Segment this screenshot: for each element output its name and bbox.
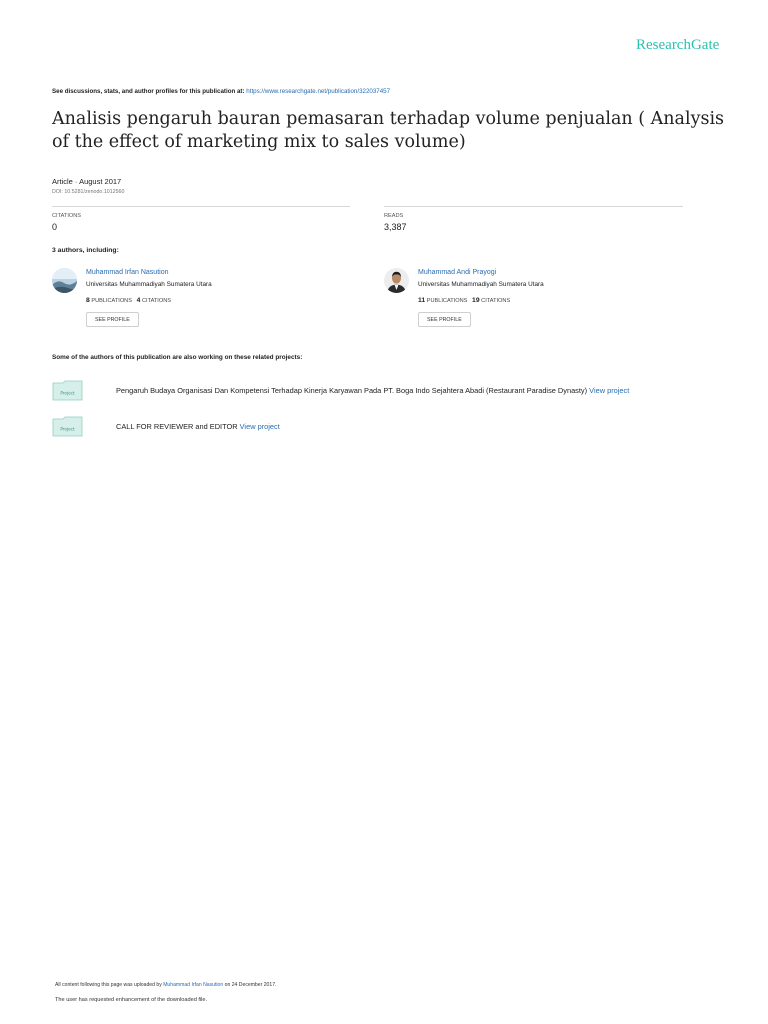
- author-institution: Universitas Muhammadiyah Sumatera Utara: [86, 281, 212, 288]
- related-projects-heading: Some of the authors of this publication are also working on these related projects:: [52, 354, 303, 361]
- avatar-landscape-icon[interactable]: [52, 268, 77, 293]
- see-profile-button[interactable]: SEE PROFILE: [418, 312, 471, 327]
- uploaded-prefix: All content following this page was uploaded by: [55, 982, 162, 988]
- citations-label: CITATIONS: [52, 213, 82, 219]
- see-discussions-line: [52, 88, 390, 95]
- author-name-link[interactable]: Muhammad Irfan Nasution: [86, 269, 169, 276]
- reads-label: READS: [384, 213, 404, 219]
- author-card: [52, 268, 352, 338]
- citations-label: CITATIONS: [141, 298, 171, 304]
- authors-heading: 3 authors, including:: [52, 247, 119, 254]
- uploaded-note: [55, 982, 276, 988]
- publication-url-link[interactable]: https://www.researchgate.net/publication/322037457: [246, 88, 391, 95]
- publications-label: PUBLICATIONS: [91, 298, 132, 304]
- uploaded-suffix: on 24 December 2017.: [224, 982, 277, 988]
- citations-label: CITATIONS: [481, 298, 511, 304]
- reads-value: 3,387: [384, 222, 407, 232]
- author-name-link[interactable]: Muhammad Andi Prayogi: [418, 269, 497, 276]
- citations-divider: [52, 206, 350, 207]
- view-project-link[interactable]: View project: [589, 386, 630, 395]
- researchgate-logo[interactable]: ResearchGate: [636, 37, 720, 53]
- publications-count: 11: [418, 297, 426, 304]
- author-card: [384, 268, 684, 338]
- citations-count: 4: [136, 297, 141, 304]
- project-folder-label: Project: [60, 390, 75, 396]
- publication-title: Analisis pengaruh bauran pemasaran terhadap volume penjualan ( Analysis of the effect of marketing mix to sales volume): [52, 109, 725, 152]
- project-title: CALL FOR REVIEWER and EDITOR: [116, 422, 238, 431]
- project-text: [116, 422, 280, 431]
- citations-count: 19: [472, 297, 480, 304]
- project-text: [116, 386, 629, 395]
- project-item: [52, 416, 732, 442]
- publications-label: PUBLICATIONS: [426, 298, 468, 304]
- publications-count: 8: [86, 297, 90, 304]
- author-institution: Universitas Muhammadiyah Sumatera Utara: [418, 281, 544, 288]
- publication-meta: Article · August 2017: [52, 177, 122, 186]
- publication-doi: DOI: 10.5281/zenodo.1012560: [52, 189, 125, 195]
- see-profile-button[interactable]: SEE PROFILE: [86, 312, 139, 327]
- avatar-person-icon[interactable]: [384, 268, 409, 293]
- author-stats: [418, 297, 510, 304]
- citations-value: 0: [52, 222, 58, 232]
- author-stats: [86, 297, 171, 304]
- enhancement-note: The user has requested enhancement of the downloaded file.: [55, 997, 208, 1003]
- see-discussions-text: See discussions, stats, and author profiles for this publication at:: [52, 88, 245, 95]
- uploader-link[interactable]: Muhammad Irfan Nasution: [163, 982, 224, 988]
- project-folder-label: Project: [60, 426, 75, 432]
- reads-divider: [384, 206, 683, 207]
- project-item: [52, 380, 732, 406]
- project-folder-icon[interactable]: [52, 416, 83, 437]
- project-folder-icon[interactable]: [52, 380, 83, 401]
- view-project-link[interactable]: View project: [239, 422, 280, 431]
- project-title: Pengaruh Budaya Organisasi Dan Kompetensi Terhadap Kinerja Karyawan Pada PT. Boga Indo Sejahtera Abadi (Restaurant Paradise Dynasty): [116, 386, 588, 395]
